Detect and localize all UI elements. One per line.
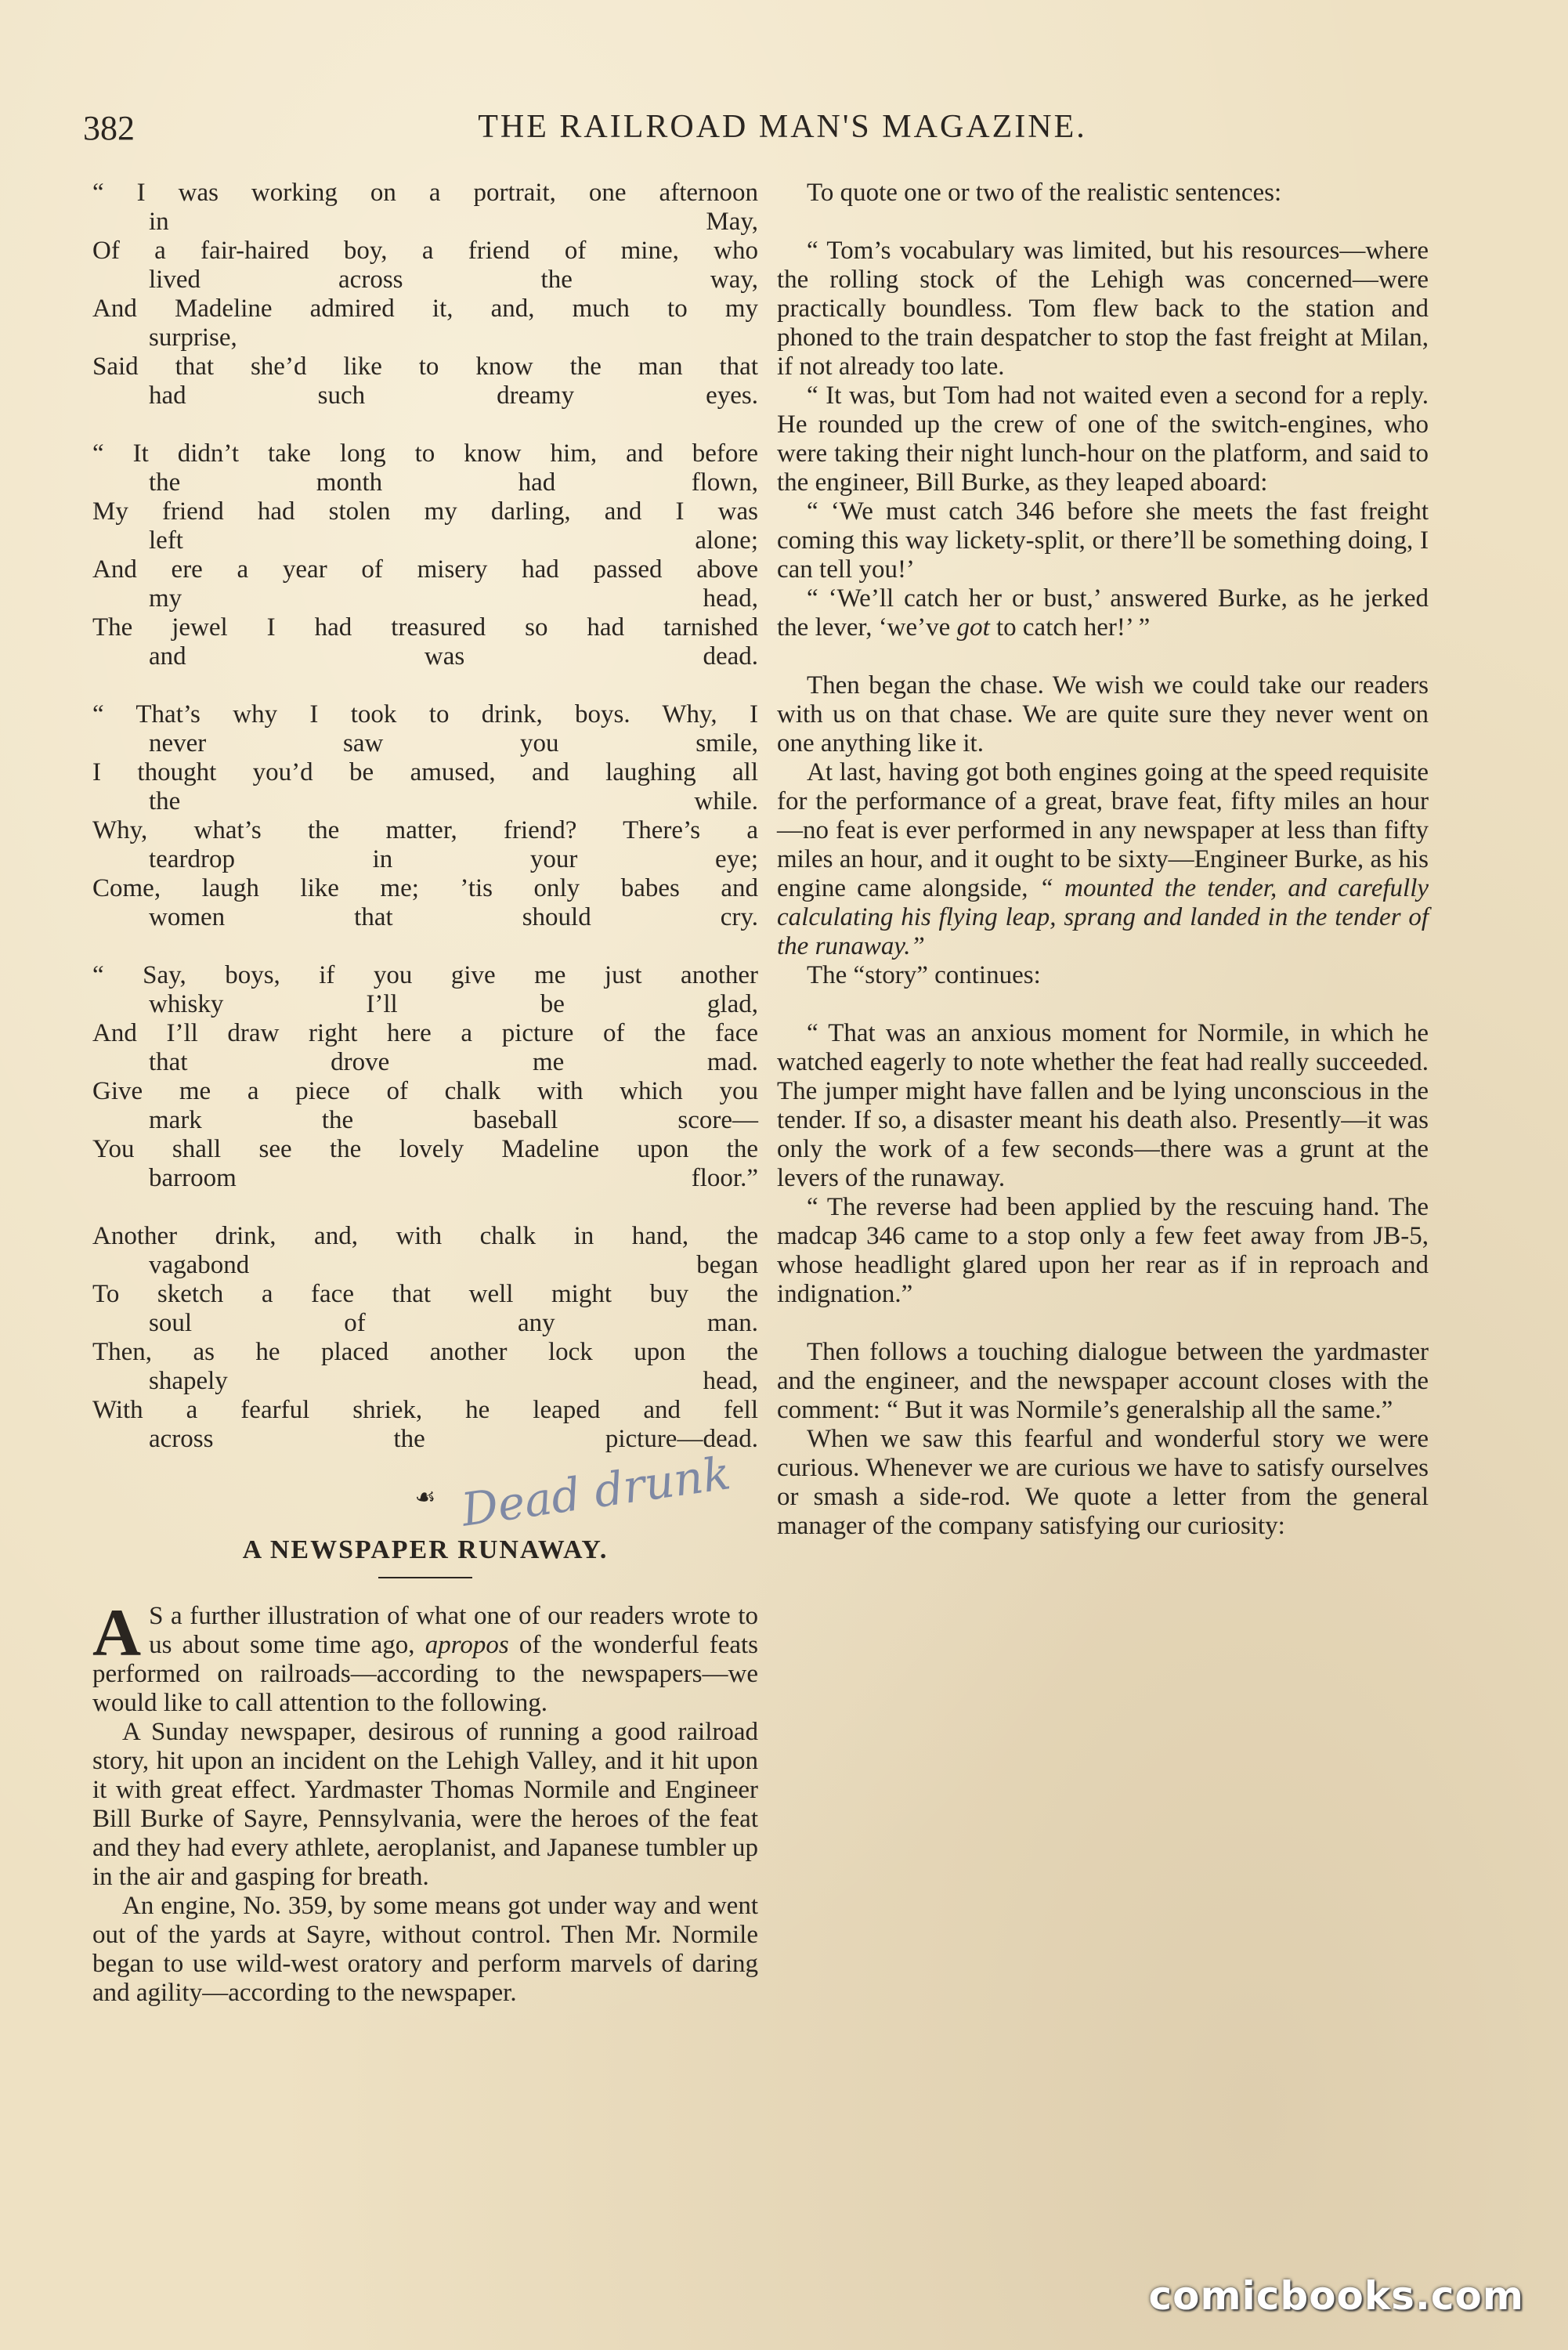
poem-line-continuation: that drove me mad.	[149, 1048, 758, 1076]
poem-line-continuation: whisky I’ll be glad,	[149, 990, 758, 1018]
page-header	[83, 108, 1482, 155]
poem-line-continuation: my head,	[149, 584, 758, 613]
poem-line: Then, as he placed another lock upon the	[92, 1338, 758, 1366]
article-paragraph-4: To quote one or two of the realistic sentences:	[807, 179, 1282, 207]
drop-cap: A	[92, 1595, 142, 1670]
article-paragraph-7: The “story” continues:	[807, 961, 1041, 989]
quote-paragraph-6: “ The reverse had been applied by the rescuing hand. The madcap 346 came to a stop only a few feet away from JB-5, whose headlight glared upon her rear as if in reproach and indignation.”	[777, 1193, 1429, 1308]
poem-line-continuation: teardrop in your eye;	[149, 845, 758, 873]
poem-line-continuation: had such dreamy eyes.	[149, 381, 758, 410]
poem-stanza	[92, 439, 758, 671]
poem-line: Why, what’s the matter, friend? There’s a	[92, 816, 758, 844]
site-watermark: comicbooks.com	[1148, 2273, 1524, 2319]
quote-paragraph-5: “ That was an anxious moment for Normile, in which he watched eagerly to note whether the feat had really succeeded. The jumper might have fallen and be lying unconscious in the tender. If so, a disaster meant his death also. Presently—it was only the work of a few seconds—there was a grunt at the levers of the runaway.	[777, 1019, 1429, 1192]
poem	[92, 179, 758, 1454]
poem-stanza	[92, 700, 758, 932]
page-number: 382	[83, 109, 135, 147]
section-ornament: ☙	[414, 1484, 436, 1510]
right-column	[777, 179, 1429, 1541]
poem-line: You shall see the lovely Madeline upon the	[92, 1135, 758, 1163]
poem-line-continuation: never saw you smile,	[149, 729, 758, 757]
quote-paragraph-4: “ ‘We’ll catch her or bust,’ answered Burke, as he jerked the lever, ‘we’ve got to catch her!’ ”	[777, 584, 1429, 642]
poem-line: Said that she’d like to know the man that	[92, 352, 758, 381]
poem-line: “ That’s why I took to drink, boys. Why, I	[92, 700, 758, 728]
article-paragraph-2: A Sunday newspaper, desirous of running a good railroad story, hit upon an incident on the Lehigh Valley, and it hit upon it with great effect. Yardmaster Thomas Normile and Engineer Bill Burke of Sayre, Pennsylvania, were the heroes of the feat and they had every athlete, aeroplanist, and Japanese tumbler up in the air and gasping for breath.	[92, 1718, 758, 1891]
article-paragraph-8: Then follows a touching dialogue between the yardmaster and the engineer, and the newspaper account closes with the comment: “ But it was Normile’s generalship all the same.”	[777, 1338, 1429, 1424]
poem-line: “ I was working on a portrait, one afternoon	[92, 179, 758, 207]
poem-line-continuation: mark the baseball score—	[149, 1106, 758, 1134]
poem-line: And ere a year of misery had passed above	[92, 555, 758, 584]
title-rule	[378, 1577, 472, 1578]
poem-line: “ Say, boys, if you give me just another	[92, 961, 758, 989]
poem-line-continuation: shapely head,	[149, 1367, 758, 1395]
poem-line: I thought you’d be amused, and laughing all	[92, 758, 758, 786]
poem-line-continuation: vagabond began	[149, 1251, 758, 1279]
quote-paragraph-2: “ It was, but Tom had not waited even a second for a reply. He rounded up the crew of one of the switch-engines, who were taking their night lunch-hour on the platform, and said to the engineer, Bill Burke, as they leaped aboard:	[777, 381, 1429, 497]
article-title: A NEWSPAPER RUNAWAY.	[242, 1535, 609, 1564]
poem-line-continuation: left alone;	[149, 526, 758, 555]
article-paragraph-6: At last, having got both engines going at the speed requisite for the performance of a great, brave feat, fifty miles an hour—no feat is ever performed in any newspaper at less than fifty miles an hour, and it ought to be sixty—Engineer Burke, as his engine came alongside, “ mounted the tender, and carefully calculating his flying leap, sprang and landed in the tender of the runaway.”	[777, 758, 1429, 960]
running-title: THE RAILROAD MAN'S MAGAZINE.	[478, 109, 1087, 145]
article-paragraph-5: Then began the chase. We wish we could take our readers with us on that chase. We are quite sure they never went on one anything like it.	[777, 671, 1429, 757]
poem-line: The jewel I had treasured so had tarnished	[92, 613, 758, 642]
poem-stanza	[92, 961, 758, 1193]
poem-stanza	[92, 179, 758, 410]
poem-line-continuation: surprise,	[149, 324, 237, 352]
poem-line-continuation: women that should cry.	[149, 903, 758, 931]
poem-line: Of a fair-haired boy, a friend of mine, who	[92, 237, 758, 265]
poem-line: And Madeline admired it, and, much to my	[92, 295, 758, 323]
left-column	[92, 179, 758, 2008]
poem-line-continuation: in May,	[149, 208, 758, 236]
poem-line: With a fearful shriek, he leaped and fell	[92, 1396, 758, 1424]
poem-line-continuation: the month had flown,	[149, 468, 758, 497]
quote-paragraph-1: “ Tom’s vocabulary was limited, but his resources—where the rolling stock of the Lehigh was concerned—were practically boundless. Tom flew back to the station and phoned to the train despatcher to stop the fast freight at Milan, if not already too late.	[777, 237, 1429, 381]
poem-line-continuation: lived across the way,	[149, 266, 758, 294]
article-paragraph-1: A S a further illustration of what one of our readers wrote to us about some time ago, apropos of the wonderful feats performed on railroads—according to the newspapers—we would like to call attention to the following.	[92, 1595, 759, 1717]
article-paragraph-3: An engine, No. 359, by some means got under way and went out of the yards at Sayre, without control. Then Mr. Normile began to use wild-west oratory and perform marvels of daring and agility—according to the newspaper.	[92, 1892, 758, 2007]
poem-stanza	[92, 1222, 758, 1454]
poem-line: Another drink, and, with chalk in hand, the	[92, 1222, 758, 1250]
quote-paragraph-3: “ ‘We must catch 346 before she meets the fast freight coming this way lickety-split, or there’ll be something doing, I can tell you!’	[777, 497, 1429, 584]
poem-line-continuation: and was dead.	[149, 642, 758, 671]
poem-line: “ It didn’t take long to know him, and before	[92, 439, 758, 468]
handwritten-annotation: Dead drunk	[457, 1446, 734, 1537]
article-paragraph-9: When we saw this fearful and wonderful story we were curious. Whenever we are curious we have to satisfy ourselves or smash a side-rod. We quote a letter from the general manager of the company satisfying our curiosity:	[777, 1425, 1429, 1540]
poem-line: To sketch a face that well might buy the	[92, 1280, 758, 1308]
poem-line: My friend had stolen my darling, and I was	[92, 497, 758, 526]
poem-line-continuation: across the picture—dead.	[149, 1425, 758, 1453]
poem-line: And I’ll draw right here a picture of the face	[92, 1019, 758, 1047]
poem-line: Give me a piece of chalk with which you	[92, 1077, 758, 1105]
poem-line-continuation: the while.	[149, 787, 758, 815]
poem-line-continuation: barroom floor.”	[149, 1164, 758, 1192]
poem-line-continuation: soul of any man.	[149, 1309, 758, 1337]
poem-line: Come, laugh like me; ’tis only babes and	[92, 874, 758, 902]
